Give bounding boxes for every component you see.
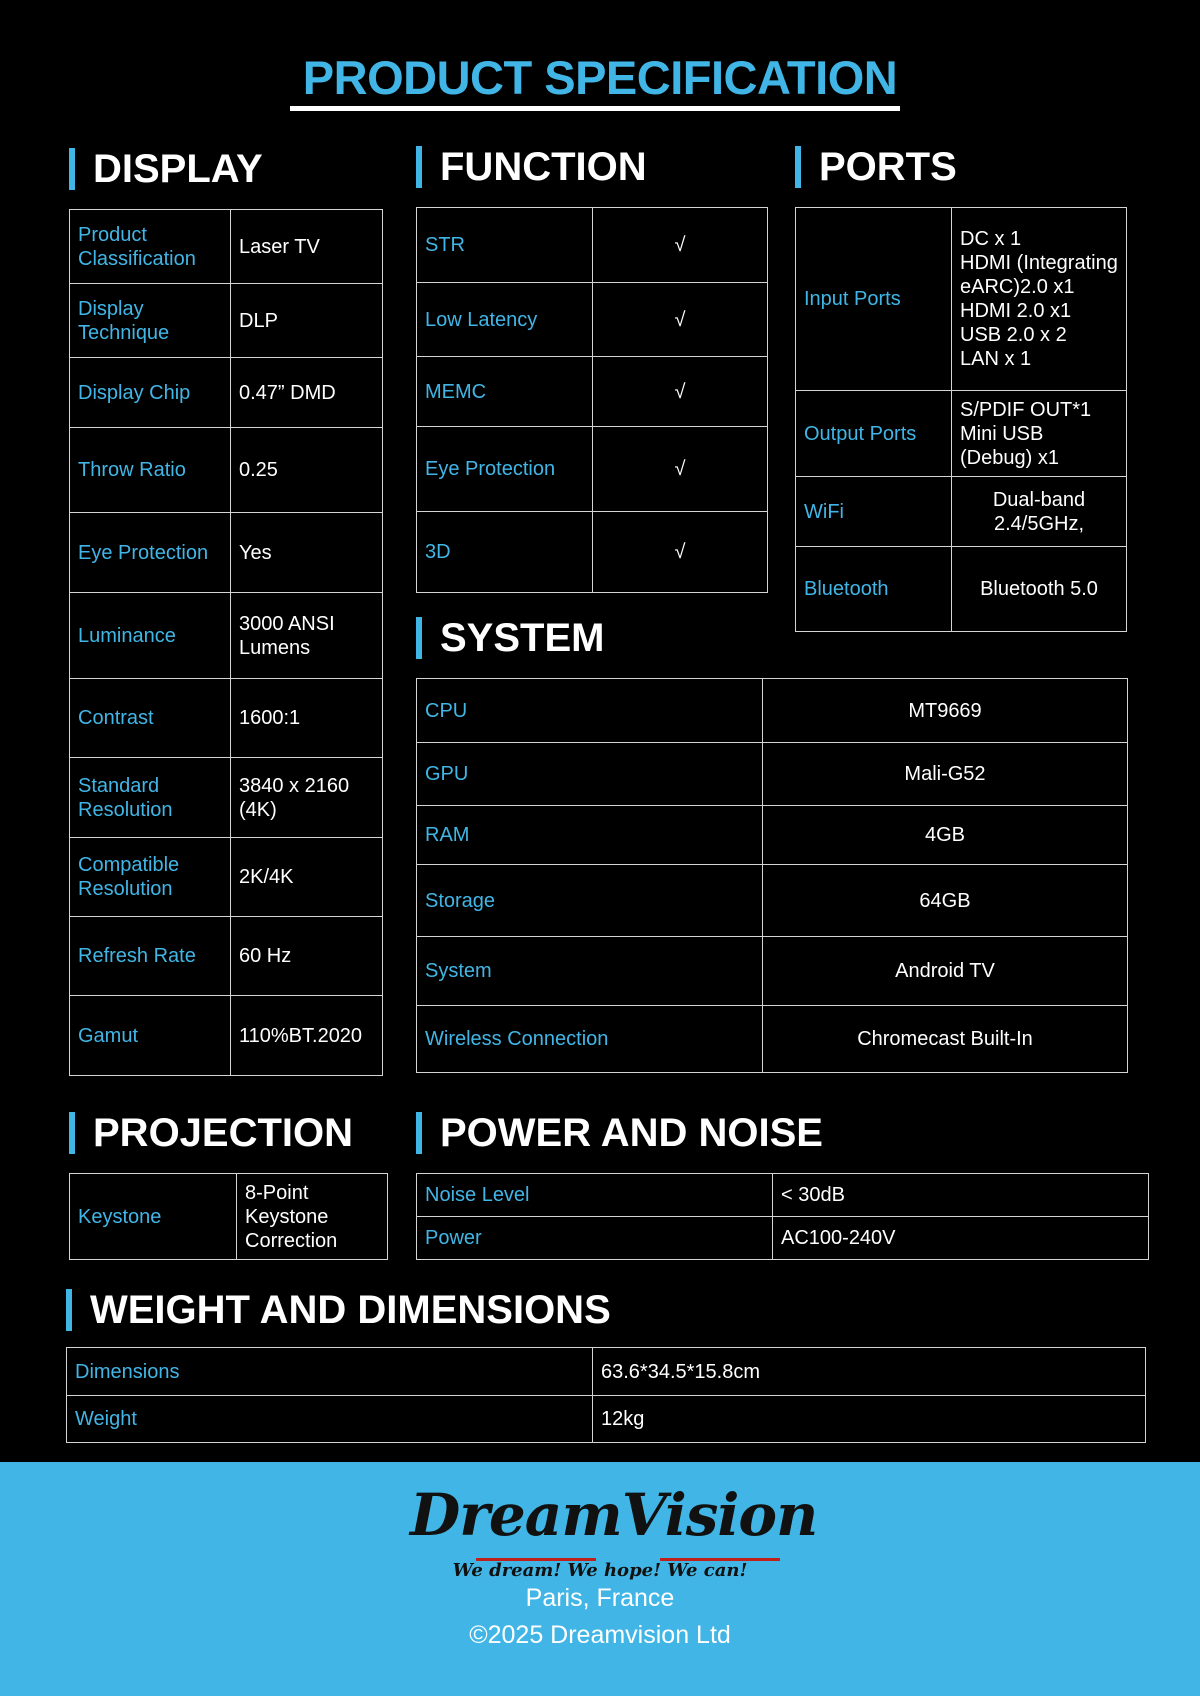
spec-label: Noise Level: [417, 1174, 773, 1217]
spec-value: S/PDIF OUT*1 Mini USB (Debug) x1: [952, 391, 1127, 477]
projection-table: [69, 1173, 388, 1260]
table-row: [417, 806, 1128, 865]
table-row: [70, 758, 383, 838]
power-noise-table: [416, 1173, 1149, 1260]
title-underline: [290, 106, 900, 111]
spec-label: Gamut: [70, 996, 231, 1076]
spec-value: 64GB: [763, 865, 1128, 937]
table-row: [70, 513, 383, 593]
spec-value: 0.47” DMD: [231, 358, 383, 428]
ports-table: [795, 207, 1127, 632]
table-row: [417, 1006, 1128, 1073]
check-icon: √: [593, 427, 768, 512]
spec-label: 3D: [417, 512, 593, 593]
spec-label: Display Technique: [70, 284, 231, 358]
spec-value: 3840 x 2160 (4K): [231, 758, 383, 838]
display-table: [69, 209, 383, 1076]
logo-wordmark: DreamVision: [410, 1481, 818, 1549]
table-row: [796, 208, 1127, 391]
check-icon: √: [593, 283, 768, 357]
system-heading: SYSTEM: [416, 617, 604, 659]
spec-label: Wireless Connection: [417, 1006, 763, 1073]
spec-label: Output Ports: [796, 391, 952, 477]
table-row: [796, 391, 1127, 477]
spec-label: Low Latency: [417, 283, 593, 357]
spec-label: Product Classification: [70, 210, 231, 284]
table-row: [70, 1174, 388, 1260]
table-row: [70, 679, 383, 758]
check-icon: √: [593, 357, 768, 427]
spec-label: Standard Resolution: [70, 758, 231, 838]
table-row: [67, 1396, 1146, 1443]
spec-value: Android TV: [763, 937, 1128, 1006]
table-row: [417, 208, 768, 283]
spec-value: DLP: [231, 284, 383, 358]
spec-value: Chromecast Built-In: [763, 1006, 1128, 1073]
table-row: [70, 358, 383, 428]
footer-location: Paris, France: [525, 1584, 675, 1612]
function-table: [416, 207, 768, 593]
table-row: [417, 1174, 1149, 1217]
spec-label: Input Ports: [796, 208, 952, 391]
table-row: [796, 477, 1127, 547]
ports-heading: PORTS: [795, 146, 957, 188]
power-noise-heading: POWER AND NOISE: [416, 1112, 823, 1154]
spec-value: 0.25: [231, 428, 383, 513]
table-row: [417, 512, 768, 593]
table-row: [417, 743, 1128, 806]
table-row: [417, 679, 1128, 743]
spec-value: Bluetooth 5.0: [952, 547, 1127, 632]
spec-value: MT9669: [763, 679, 1128, 743]
system-table: [416, 678, 1128, 1073]
spec-label: STR: [417, 208, 593, 283]
spec-label: Eye Protection: [417, 427, 593, 512]
spec-label: Storage: [417, 865, 763, 937]
footer: [0, 1462, 1200, 1696]
spec-label: Keystone: [70, 1174, 237, 1260]
table-row: [70, 593, 383, 679]
spec-value: 8-Point Keystone Correction: [237, 1174, 388, 1260]
spec-value: 1600:1: [231, 679, 383, 758]
table-row: [796, 547, 1127, 632]
spec-label: CPU: [417, 679, 763, 743]
spec-label: WiFi: [796, 477, 952, 547]
spec-value: 3000 ANSI Lumens: [231, 593, 383, 679]
weight-dimensions-table: [66, 1347, 1146, 1443]
table-row: [70, 996, 383, 1076]
table-row: [70, 917, 383, 996]
check-icon: √: [593, 208, 768, 283]
table-row: [417, 427, 768, 512]
spec-value: 2K/4K: [231, 838, 383, 917]
weight-dimensions-heading: WEIGHT AND DIMENSIONS: [66, 1289, 611, 1331]
table-row: [417, 1217, 1149, 1260]
logo-tagline: We dream! We hope! We can!: [452, 1560, 748, 1581]
spec-label: Display Chip: [70, 358, 231, 428]
spec-value: 4GB: [763, 806, 1128, 865]
spec-label: Weight: [67, 1396, 593, 1443]
table-row: [67, 1348, 1146, 1396]
page-title: PRODUCT SPECIFICATION: [302, 51, 898, 104]
spec-label: Luminance: [70, 593, 231, 679]
spec-label: RAM: [417, 806, 763, 865]
table-row: [70, 428, 383, 513]
spec-value: < 30dB: [773, 1174, 1149, 1217]
brand-logo: [410, 1481, 818, 1581]
spec-label: Contrast: [70, 679, 231, 758]
table-row: [417, 937, 1128, 1006]
table-row: [70, 838, 383, 917]
spec-value: Laser TV: [231, 210, 383, 284]
table-row: [417, 357, 768, 427]
spec-label: Bluetooth: [796, 547, 952, 632]
display-heading: DISPLAY: [69, 148, 263, 190]
spec-label: Refresh Rate: [70, 917, 231, 996]
spec-label: Compatible Resolution: [70, 838, 231, 917]
spec-value: Mali-G52: [763, 743, 1128, 806]
spec-label: GPU: [417, 743, 763, 806]
function-heading: FUNCTION: [416, 146, 647, 188]
spec-value: Dual-band 2.4/5GHz,: [952, 477, 1127, 547]
spec-value: 63.6*34.5*15.8cm: [593, 1348, 1146, 1396]
table-row: [70, 284, 383, 358]
spec-value: 110%BT.2020: [231, 996, 383, 1076]
projection-heading: PROJECTION: [69, 1112, 353, 1154]
check-icon: √: [593, 512, 768, 593]
spec-label: Throw Ratio: [70, 428, 231, 513]
spec-value: DC x 1 HDMI (Integrating eARC)2.0 x1 HDMI 2.0 x1 USB 2.0 x 2 LAN x 1: [952, 208, 1127, 391]
spec-value: Yes: [231, 513, 383, 593]
spec-label: System: [417, 937, 763, 1006]
spec-label: MEMC: [417, 357, 593, 427]
table-row: [417, 865, 1128, 937]
spec-value: 60 Hz: [231, 917, 383, 996]
spec-value: 12kg: [593, 1396, 1146, 1443]
spec-value: AC100-240V: [773, 1217, 1149, 1260]
spec-label: Power: [417, 1217, 773, 1260]
spec-label: Dimensions: [67, 1348, 593, 1396]
table-row: [417, 283, 768, 357]
table-row: [70, 210, 383, 284]
footer-copyright: ©2025 Dreamvision Ltd: [469, 1621, 731, 1649]
spec-label: Eye Protection: [70, 513, 231, 593]
